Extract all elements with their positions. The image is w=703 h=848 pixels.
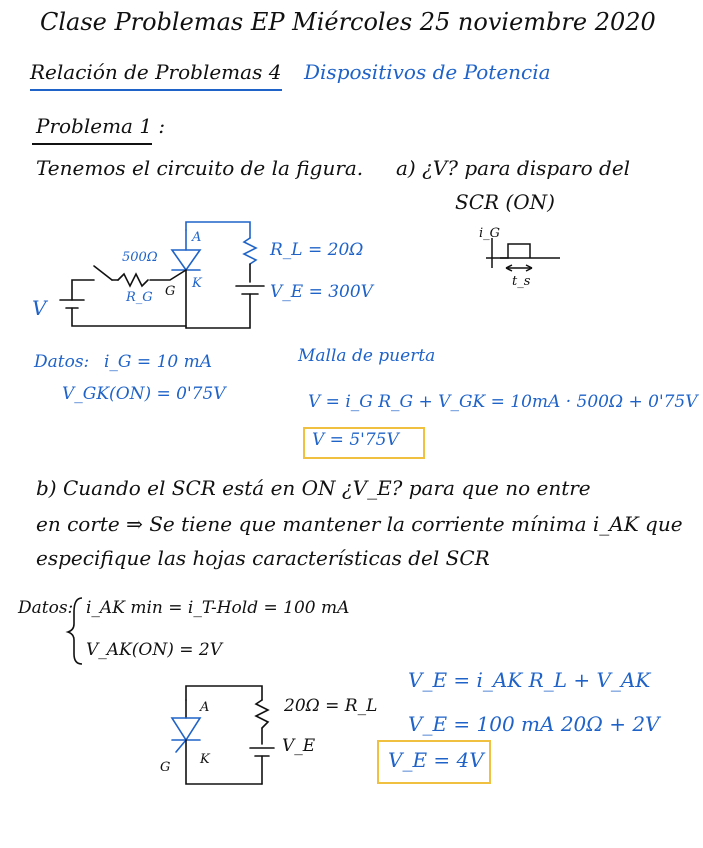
problem-heading: Problema 1 :: [36, 114, 166, 138]
relation-title: Relación de Problemas 4: [30, 60, 282, 84]
gate-label-2: G: [160, 760, 171, 775]
anode-label-1: A: [192, 230, 202, 245]
cathode-label-2: K: [200, 752, 210, 767]
source-voltage-label-2: V_E: [282, 736, 316, 756]
datos-1-label: Datos:: [34, 352, 90, 372]
anode-label-2: A: [200, 700, 210, 715]
intro-text: Tenemos el circuito de la figura.: [36, 156, 364, 180]
question-a-line1: a) ¿V? para disparo del: [396, 156, 631, 180]
relation-topic: Dispositivos de Potencia: [304, 60, 551, 84]
page-title: Clase Problemas EP Miércoles 25 noviembre 2020: [40, 8, 656, 36]
question-b-line3: especifique las hojas características del SCR: [36, 546, 490, 570]
question-a-line2: SCR (ON): [455, 190, 555, 214]
load-resistor-label-1: R_L = 20Ω: [270, 240, 364, 260]
malla-title: Malla de puerta: [298, 346, 436, 366]
datos-2-label: Datos:: [18, 598, 74, 618]
result-b: V_E = 4V: [388, 748, 484, 772]
equation-b-1: V_E = i_AK R_L + V_AK: [408, 668, 651, 692]
datos-2-vak: V_AK(ON) = 2V: [86, 640, 222, 660]
datos-1-vgk: V_GK(ON) = 0'75V: [62, 384, 226, 404]
gate-resistor-name: R_G: [126, 290, 153, 305]
gate-resistor-value: 500Ω: [122, 250, 158, 265]
question-b-line2: en corte ⇒ Se tiene que mantener la corriente mínima i_AK que: [36, 512, 683, 536]
source-voltage-label-1: V_E = 300V: [270, 282, 373, 302]
datos-1-ig: i_G = 10 mA: [104, 352, 213, 372]
question-b-line1: b) Cuando el SCR está en ON ¿V_E? para que no entre: [36, 476, 591, 500]
result-a: V = 5'75V: [312, 430, 399, 450]
malla-equation: V = i_G R_G + V_GK = 10mA · 500Ω + 0'75V: [308, 392, 698, 412]
gate-label-1: G: [165, 284, 176, 299]
datos-2-iak: i_AK min = i_T-Hold = 100 mA: [86, 598, 350, 618]
pulse-x-label: t_s: [512, 274, 531, 289]
load-resistor-label-2: 20Ω = R_L: [284, 696, 378, 716]
input-voltage-label: V: [32, 296, 47, 320]
cathode-label-1: K: [192, 276, 202, 291]
equation-b-2: V_E = 100 mA 20Ω + 2V: [408, 712, 660, 736]
pulse-y-label: i_G: [479, 226, 501, 241]
